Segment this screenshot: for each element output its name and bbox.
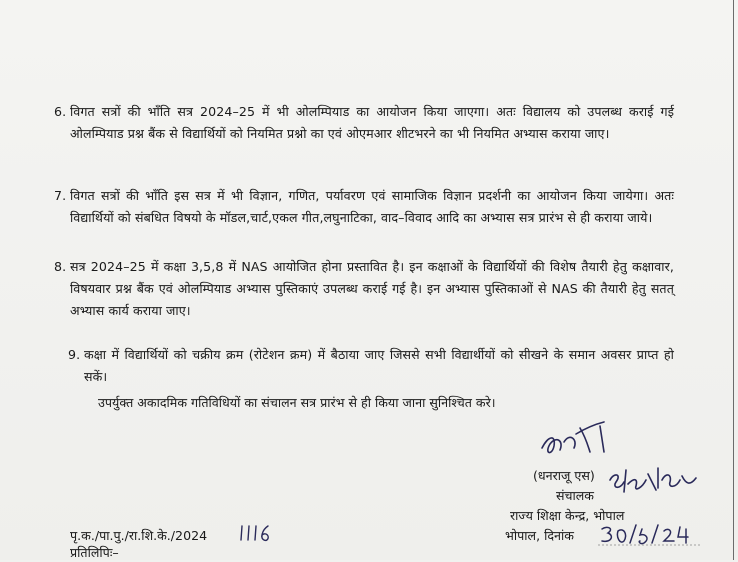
signatory-title: संचालक [556,488,594,503]
handwritten-reference-number [236,522,276,544]
closing-line: उपर्युक्त अकादमिक गतिविधियों का संचालन सत्र प्रारंभ से ही किया जाना सुनिश्चित करे। [98,395,496,410]
point-8 [54,256,674,322]
point-number: 9. [68,347,81,362]
point-9 [68,344,674,388]
point-6 [54,101,674,145]
signatory-name: (धनराजू एस) [533,468,595,483]
point-number: 7. [54,188,67,203]
place-date-label: भोपाल, दिनांक [505,528,574,543]
point-number: 8. [54,259,67,274]
point-number: 6. [54,104,67,119]
reference-number-label: पृ.क./पा.पु./रा.शि.के./2024 [70,528,208,543]
signature-full [606,458,706,498]
point-7 [54,185,674,229]
point-text: कक्षा में विद्यार्थियों को चक्रीय क्रम (रोटेशन क्रम) में बैठाया जाए जिससे सभी विद्यार्थीयों को सीखने के समान अवसर प्राप्त हो सकें। [84,347,674,384]
point-text: विगत सत्रों की भाँति इस सत्र में भी विज्ञान, गणित, पर्यावरण एवं सामाजिक विज्ञान प्रदर्शनी का आयोजन किया जायेगा। अतः विद्यार्थियों को संबधित विषयो के मॉडल,चार्ट,एकल गीत,लघुनाटिका, वाद–विवाद आदि का अभ्यास सत्र प्रारंभ से ही कराया जाये। [70,188,674,225]
point-text: विगत सत्रों की भाँति सत्र 2024–25 में भी ओलम्पियाड का आयोजन किया जाएगा। अतः विद्यालय को उपलब्ध कराई गई ओलम्पियाड प्रश्न बैंक से विद्यार्थियों को नियमित प्रश्नो का एवं ओएमआर शीटभरने का भी नियमित अभ्यास कराया जाए। [70,104,674,141]
signatory-office: राज्य शिक्षा केन्द्र, भोपाल [510,508,625,523]
page-edge [733,0,734,560]
handwritten-date [596,521,706,547]
copy-to-label: प्रतिलिपिः– [70,545,119,560]
point-text: सत्र 2024–25 में कक्षा 3,5,8 में NAS आयोजित होना प्रस्तावित है। इन कक्षाओं के विद्यार्थियों की विशेष तैयारी हेतु कक्षावार, विषयवार प्रश्न बैंक एवं ओलम्पियाड अभ्यास पुस्तिकाएं उपलब्ध कराई गई है। इन अभ्यास पुस्तिकाओं से NAS की तैयारी हेतु सतत् अभ्यास कार्य कराया जाए। [70,259,674,318]
